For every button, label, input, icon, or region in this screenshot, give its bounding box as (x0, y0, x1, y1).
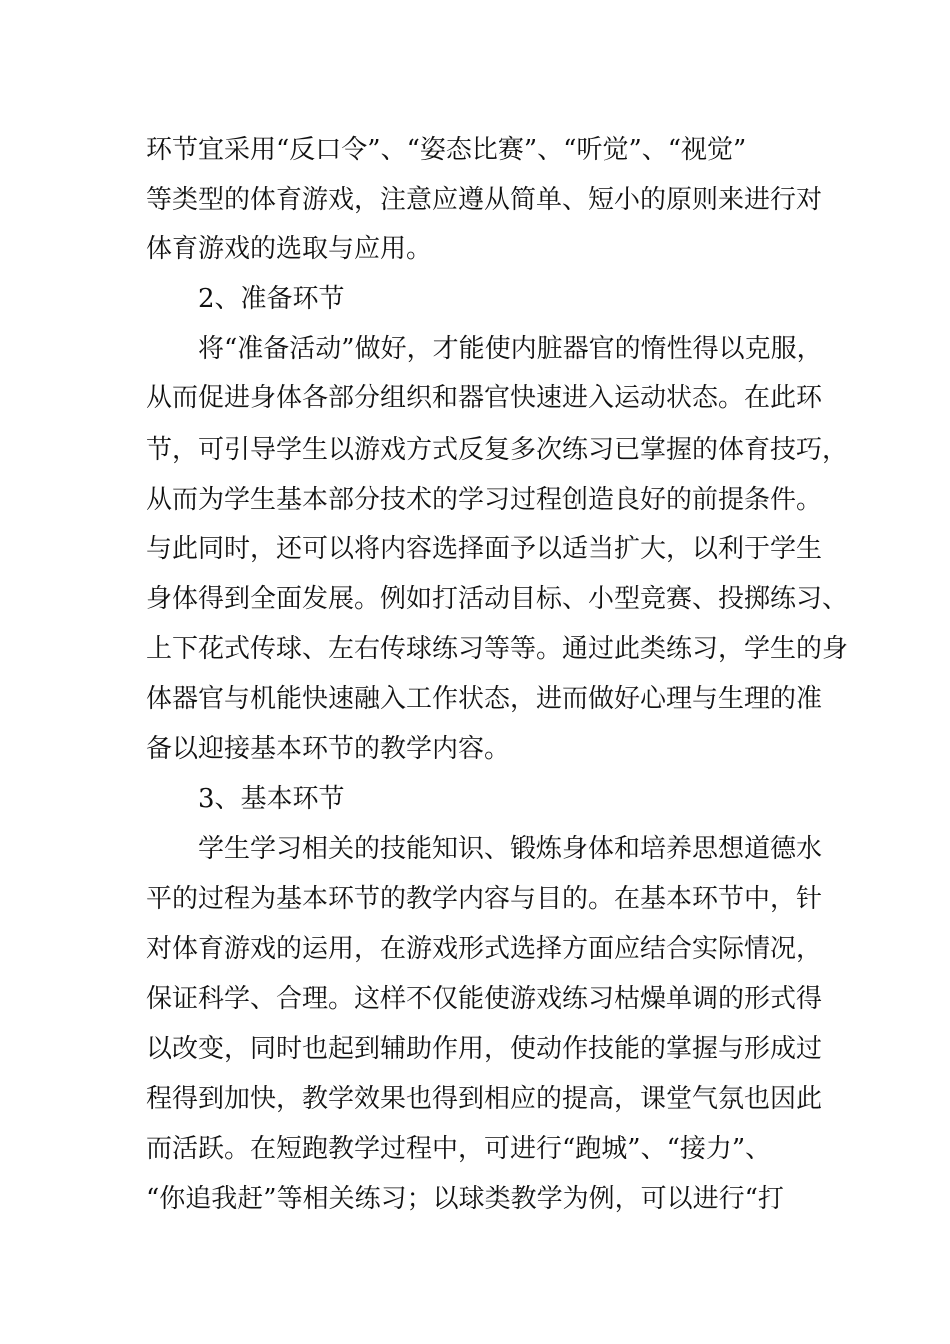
text-line: 学生学习相关的技能知识、锻炼身体和培养思想道德水 (198, 834, 823, 864)
section-heading: 2、准备环节 (198, 284, 345, 314)
text-line: 从而为学生基本部分技术的学习过程创造良好的前提条件。 (146, 485, 823, 515)
text-line: 与此同时，还可以将内容选择面予以适当扩大，以利于学生 (146, 534, 823, 564)
text-line: 对体育游戏的运用，在游戏形式选择方面应结合实际情况， (146, 934, 823, 964)
text-line: 程得到加快，教学效果也得到相应的提高，课堂气氛也因此 (146, 1084, 823, 1114)
text-line: 将“准备活动”做好，才能使内脏器官的惰性得以克服， (198, 334, 823, 364)
text-line: 身体得到全面发展。例如打活动目标、小型竞赛、投掷练习、 (146, 584, 849, 614)
text-line: 从而促进身体各部分组织和器官快速进入运动状态。在此环 (146, 383, 823, 413)
section-heading: 3、基本环节 (198, 784, 345, 814)
text-line: 体器官与机能快速融入工作状态，进而做好心理与生理的准 (146, 684, 823, 714)
text-line: 环节宜采用“反口令”、“姿态比赛”、“听觉”、“视觉” (146, 135, 747, 165)
text-line: 节，可引导学生以游戏方式反复多次练习已掌握的体育技巧， (146, 435, 849, 465)
text-line: 以改变，同时也起到辅助作用，使动作技能的掌握与形成过 (146, 1034, 823, 1064)
text-line: 保证科学、合理。这样不仅能使游戏练习枯燥单调的形式得 (146, 984, 823, 1014)
text-line: 等类型的体育游戏，注意应遵从简单、短小的原则来进行对 (146, 185, 823, 215)
text-line: 而活跃。在短跑教学过程中，可进行“跑城”、“接力”、 (146, 1134, 772, 1164)
text-line: 备以迎接基本环节的教学内容。 (146, 734, 511, 764)
text-line: 体育游戏的选取与应用。 (146, 234, 433, 264)
text-line: 上下花式传球、左右传球练习等等。通过此类练习，学生的身 (146, 634, 849, 664)
text-line: “你追我赶”等相关练习；以球类教学为例，可以进行“打 (146, 1184, 784, 1214)
text-line: 平的过程为基本环节的教学内容与目的。在基本环节中，针 (146, 884, 823, 914)
